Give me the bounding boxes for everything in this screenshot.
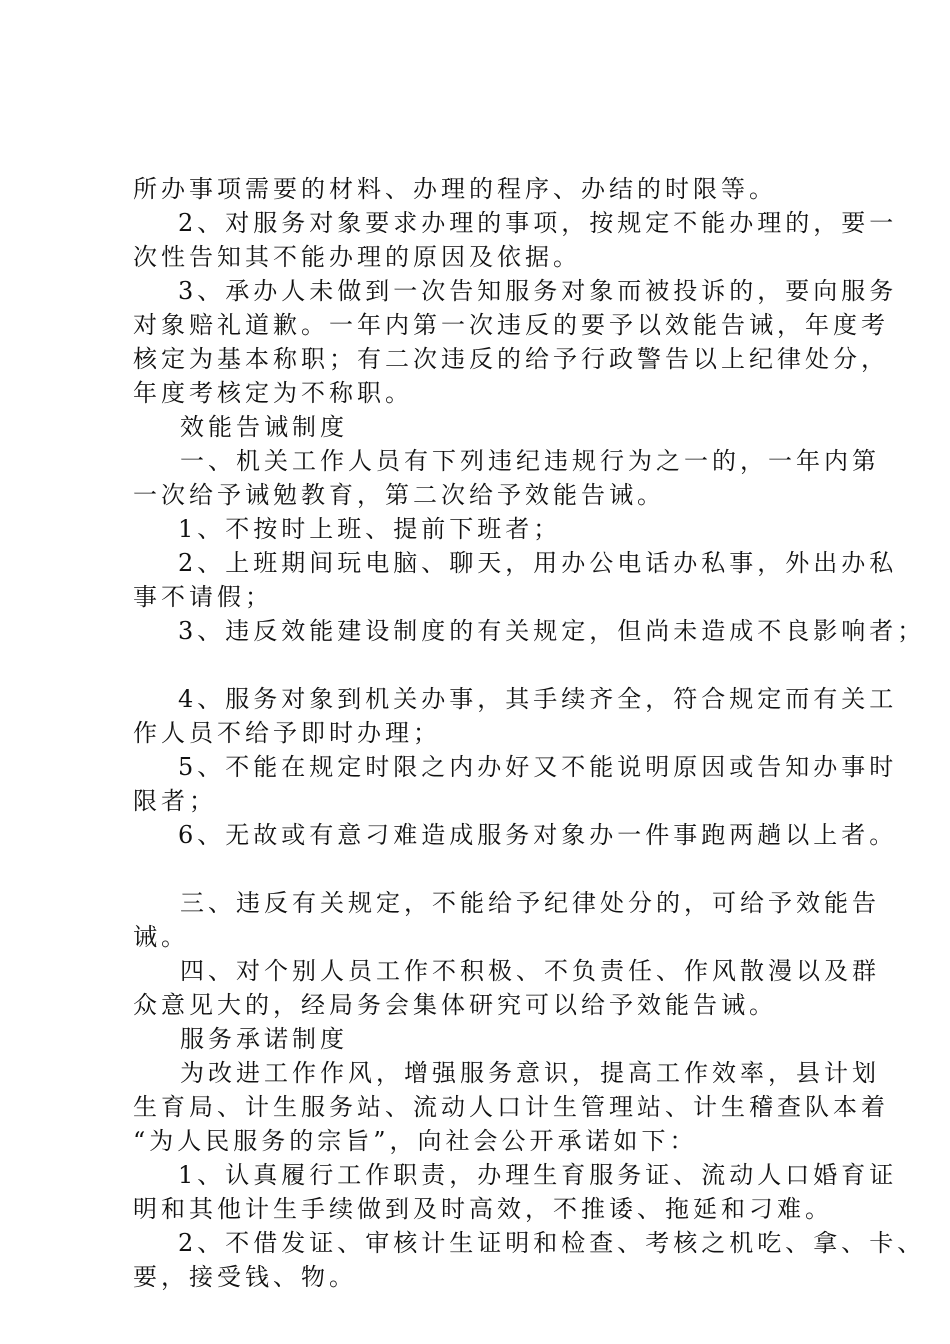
text-line: 5、不能在规定时限之内办好又不能说明原因或告知办事时 bbox=[178, 753, 898, 781]
text-line: 2、不借发证、审核计生证明和检查、考核之机吃、拿、卡、 bbox=[178, 1229, 926, 1257]
section-heading: 服务承诺制度 bbox=[180, 1025, 348, 1053]
text-line: 6、无故或有意刁难造成服务对象办一件事跑两趟以上者。 bbox=[178, 821, 898, 849]
text-line: 对象赔礼道歉。一年内第一次违反的要予以效能告诫，年度考 bbox=[133, 311, 889, 339]
text-line: 事不请假； bbox=[133, 583, 273, 611]
text-line: 3、违反效能建设制度的有关规定，但尚未造成不良影响者； bbox=[178, 617, 926, 645]
text-line: 要，接受钱、物。 bbox=[133, 1263, 357, 1291]
text-line: 年度考核定为不称职。 bbox=[133, 379, 413, 407]
text-line: 限者； bbox=[133, 787, 217, 815]
text-line: 诫。 bbox=[133, 923, 189, 951]
text-line: 次性告知其不能办理的原因及依据。 bbox=[133, 243, 581, 271]
text-line: 2、对服务对象要求办理的事项，按规定不能办理的，要一 bbox=[178, 209, 898, 237]
text-line: “为人民服务的宗旨”，向社会公开承诺如下： bbox=[133, 1127, 698, 1155]
text-line: 作人员不给予即时办理； bbox=[133, 719, 441, 747]
text-line: 众意见大的，经局务会集体研究可以给予效能告诫。 bbox=[133, 991, 777, 1019]
text-line: 2、上班期间玩电脑、聊天，用办公电话办私事，外出办私 bbox=[178, 549, 898, 577]
text-line: 1、不按时上班、提前下班者； bbox=[178, 515, 562, 543]
text-line: 为改进工作作风，增强服务意识，提高工作效率，县计划 bbox=[180, 1059, 880, 1087]
text-line: 生育局、计生服务站、流动人口计生管理站、计生稽查队本着 bbox=[133, 1093, 889, 1121]
text-line: 4、服务对象到机关办事，其手续齐全，符合规定而有关工 bbox=[178, 685, 898, 713]
text-line: 四、对个别人员工作不积极、不负责任、作风散漫以及群 bbox=[180, 957, 880, 985]
text-line: 明和其他计生手续做到及时高效，不推诿、拖延和刁难。 bbox=[133, 1195, 833, 1223]
text-line: 一次给予诫勉教育，第二次给予效能告诫。 bbox=[133, 481, 665, 509]
text-line: 1、认真履行工作职责，办理生育服务证、流动人口婚育证 bbox=[178, 1161, 898, 1189]
text-line: 所办事项需要的材料、办理的程序、办结的时限等。 bbox=[133, 175, 777, 203]
text-line: 三、违反有关规定，不能给予纪律处分的，可给予效能告 bbox=[180, 889, 880, 917]
text-line: 一、机关工作人员有下列违纪违规行为之一的，一年内第 bbox=[180, 447, 880, 475]
text-line: 核定为基本称职；有二次违反的给予行政警告以上纪律处分， bbox=[133, 345, 889, 373]
text-line: 3、承办人未做到一次告知服务对象而被投诉的，要向服务 bbox=[178, 277, 898, 305]
section-heading: 效能告诫制度 bbox=[180, 413, 348, 441]
